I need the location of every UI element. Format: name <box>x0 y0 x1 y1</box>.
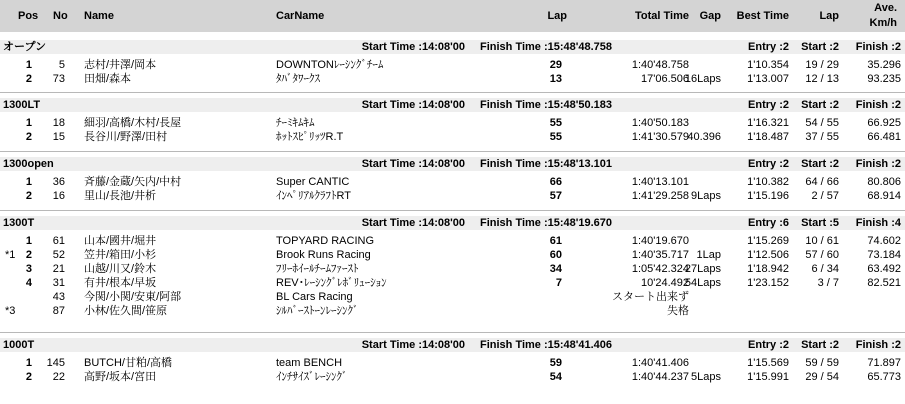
section-divider <box>0 210 905 211</box>
class-entry-count: Entry :6 <box>748 217 789 229</box>
car-number: 52 <box>52 249 65 261</box>
class-header-row <box>0 157 905 171</box>
position <box>20 304 32 318</box>
result-row <box>0 276 905 290</box>
driver-names: 高野/坂本/宮田 <box>84 371 157 383</box>
driver-names: 田畑/森本 <box>84 73 132 85</box>
best-lap: 37 / 55 <box>805 131 839 143</box>
section-divider <box>0 92 905 93</box>
car-number: 22 <box>52 371 65 383</box>
result-row <box>0 72 905 86</box>
result-row <box>0 116 905 130</box>
car-name: ﾌﾘｰﾎｲｰﾙﾁｰﾑﾌｧｰｽﾄ <box>276 263 359 275</box>
class-finish-time: Finish Time :15:48'48.758 <box>480 41 613 53</box>
header-total-time: Total Time <box>635 10 689 22</box>
total-time: 10'24.492 <box>641 277 689 289</box>
result-row <box>0 130 905 144</box>
total-time: 1:40'13.101 <box>631 176 689 188</box>
driver-names: 小林/佐久間/笹原 <box>84 305 168 317</box>
laps: 57 <box>549 190 562 202</box>
best-time: 1'12.506 <box>747 249 789 261</box>
average-speed: 65.773 <box>867 371 901 383</box>
class-header-row <box>0 40 905 54</box>
class-start-count: Start :2 <box>801 158 839 170</box>
result-row <box>0 58 905 72</box>
car-name: TOPYARD RACING <box>276 235 374 247</box>
average-speed: 35.296 <box>867 59 901 71</box>
best-time: 1'23.152 <box>747 277 789 289</box>
class-name: 1300LT <box>3 99 41 111</box>
car-name: REV･ﾚｰｼﾝｸﾞﾚﾎﾞﾘｭｰｼｮﾝ <box>276 277 387 289</box>
header-best-time: Best Time <box>736 10 789 22</box>
gap: 16Laps <box>684 73 721 85</box>
class-finish-count: Finish :2 <box>855 99 901 111</box>
class-finish-time: Finish Time :15:48'19.670 <box>480 217 613 229</box>
average-speed: 82.521 <box>867 277 901 289</box>
header-ave-line2: Km/h <box>869 17 897 29</box>
gap: 9Laps <box>691 190 721 202</box>
class-name: オープン <box>3 41 47 53</box>
average-speed <box>840 304 901 318</box>
laps <box>520 290 562 304</box>
class-name: 1300open <box>3 158 54 170</box>
driver-names: 斉藤/金蔵/矢内/中村 <box>84 176 182 188</box>
best-lap: 64 / 66 <box>805 176 839 188</box>
header-carname: CarName <box>276 10 325 22</box>
position: 1 <box>25 176 32 188</box>
laps: 54 <box>549 371 562 383</box>
class-entry-count: Entry :2 <box>748 339 789 351</box>
result-row <box>0 356 905 370</box>
car-number: 15 <box>52 131 65 143</box>
class-name: 1000T <box>3 339 35 351</box>
driver-names: 山本/國井/堀井 <box>84 235 157 247</box>
total-time: 1:05'42.324 <box>631 263 689 275</box>
laps: 29 <box>549 59 562 71</box>
laps <box>520 304 562 318</box>
class-entry-count: Entry :2 <box>748 99 789 111</box>
average-speed: 66.925 <box>867 117 901 129</box>
class-header-row <box>0 216 905 230</box>
gap <box>660 356 721 370</box>
total-time: 17'06.506 <box>641 73 689 85</box>
average-speed: 93.235 <box>867 73 901 85</box>
car-name: ｲﾝﾁｻｲｽﾞﾚｰｼﾝｸﾞ <box>276 371 348 383</box>
result-row <box>0 234 905 248</box>
position: 3 <box>25 263 32 275</box>
class-start-time: Start Time :14:08'00 <box>361 41 465 53</box>
car-name: DOWNTONﾚｰｼﾝｸﾞﾁｰﾑ <box>276 59 384 71</box>
driver-names: 細羽/高橋/木村/長屋 <box>84 117 182 129</box>
car-number: 18 <box>52 117 65 129</box>
class-header-row <box>0 98 905 112</box>
laps: 59 <box>549 357 562 369</box>
class-finish-time: Finish Time :15:48'50.183 <box>480 99 613 111</box>
total-time: 1:40'44.237 <box>631 371 689 383</box>
car-name: Brook Runs Racing <box>276 249 371 261</box>
class-start-count: Start :2 <box>801 99 839 111</box>
best-lap: 29 / 54 <box>805 371 839 383</box>
average-speed: 73.184 <box>867 249 901 261</box>
best-lap <box>790 290 839 304</box>
header-gap: Gap <box>699 10 721 22</box>
laps: 7 <box>555 277 562 289</box>
gap <box>660 234 721 248</box>
car-name: Super CANTIC <box>276 176 350 188</box>
driver-names: 志村/井澤/岡本 <box>84 59 157 71</box>
best-time <box>720 304 789 318</box>
class-finish-count: Finish :2 <box>855 41 901 53</box>
best-time: 1'15.269 <box>747 235 789 247</box>
car-name: ｲﾝﾍﾟﾘｱﾙｸﾗﾌﾄRT <box>276 190 351 202</box>
position: 2 <box>25 249 32 261</box>
car-number: 16 <box>52 190 65 202</box>
header-pos: Pos <box>18 10 39 22</box>
laps: 55 <box>549 131 562 143</box>
best-lap: 6 / 34 <box>811 263 839 275</box>
total-time: 失格 <box>667 305 689 317</box>
position: 1 <box>25 59 32 71</box>
car-number: 61 <box>52 235 65 247</box>
class-header-row <box>0 338 905 352</box>
class-name: 1300T <box>3 217 35 229</box>
car-number: 5 <box>58 59 65 71</box>
best-time: 1'18.487 <box>747 131 789 143</box>
driver-names: 有井/根本/早坂 <box>84 277 157 289</box>
best-lap: 10 / 61 <box>805 235 839 247</box>
gap: 1Lap <box>696 249 721 261</box>
header-ave-line1: Ave. <box>874 2 897 14</box>
total-time: スタート出来ず <box>612 291 689 303</box>
class-start-time: Start Time :14:08'00 <box>361 99 465 111</box>
laps: 55 <box>549 117 562 129</box>
laps: 60 <box>549 249 562 261</box>
driver-names: 山越/川又/鈴木 <box>84 263 157 275</box>
car-number: 87 <box>52 305 65 317</box>
laps: 13 <box>549 73 562 85</box>
car-name: team BENCH <box>276 357 343 369</box>
car-number: 73 <box>52 73 65 85</box>
car-name: ﾁｰﾐｷﾑｷﾑ <box>276 117 315 129</box>
penalty-mark: *3 <box>5 305 16 317</box>
penalty-mark: *1 <box>5 249 16 261</box>
driver-names: 今関/小関/安東/阿部 <box>84 291 182 303</box>
class-finish-count: Finish :2 <box>855 158 901 170</box>
total-time: 1:40'35.717 <box>631 249 689 261</box>
best-lap: 2 / 57 <box>811 190 839 202</box>
class-start-time: Start Time :14:08'00 <box>361 339 465 351</box>
position: 2 <box>25 73 32 85</box>
car-number: 43 <box>52 291 65 303</box>
best-lap: 57 / 60 <box>805 249 839 261</box>
car-name: BL Cars Racing <box>276 291 353 303</box>
class-finish-count: Finish :2 <box>855 339 901 351</box>
class-start-count: Start :5 <box>801 217 839 229</box>
position: 1 <box>25 235 32 247</box>
total-time: 1:40'48.758 <box>631 59 689 71</box>
position: 1 <box>25 117 32 129</box>
position: 4 <box>25 277 32 289</box>
gap <box>660 116 721 130</box>
driver-names: 里山/長池/井析 <box>84 190 157 202</box>
gap <box>660 58 721 72</box>
class-start-time: Start Time :14:08'00 <box>361 158 465 170</box>
header-lap: Lap <box>547 10 567 22</box>
best-time: 1'16.321 <box>747 117 789 129</box>
class-entry-count: Entry :2 <box>748 158 789 170</box>
best-time: 1'15.569 <box>747 357 789 369</box>
header-best-lap: Lap <box>819 10 839 22</box>
result-row <box>0 370 905 384</box>
class-finish-time: Finish Time :15:48'13.101 <box>480 158 613 170</box>
total-time: 1:40'50.183 <box>631 117 689 129</box>
driver-names: 笠井/箱田/小杉 <box>84 249 157 261</box>
header-average <box>840 0 897 33</box>
header-no: No <box>53 10 68 22</box>
best-time: 1'13.007 <box>747 73 789 85</box>
car-name: ﾎｯﾄｽﾋﾟﾘｯﾂR.T <box>276 131 344 143</box>
gap: 40.396 <box>687 131 721 143</box>
class-entry-count: Entry :2 <box>748 41 789 53</box>
car-number: 36 <box>52 176 65 188</box>
average-speed: 68.914 <box>867 190 901 202</box>
gap: 27Laps <box>684 263 721 275</box>
average-speed: 74.602 <box>867 235 901 247</box>
car-number: 21 <box>52 263 65 275</box>
result-row <box>0 248 905 262</box>
car-number: 145 <box>46 357 65 369</box>
gap <box>660 304 721 318</box>
car-name: ﾀﾊﾞﾀﾜｰｸｽ <box>276 73 320 85</box>
position: 1 <box>25 357 32 369</box>
driver-names: 長谷川/野澤/田村 <box>84 131 168 143</box>
total-time: 1:40'19.670 <box>631 235 689 247</box>
total-time: 1:41'29.258 <box>631 190 689 202</box>
best-time <box>720 290 789 304</box>
section-divider <box>0 151 905 152</box>
best-time: 1'10.382 <box>747 176 789 188</box>
best-time: 1'10.354 <box>747 59 789 71</box>
best-lap: 12 / 13 <box>805 73 839 85</box>
class-start-count: Start :2 <box>801 41 839 53</box>
position: 2 <box>25 371 32 383</box>
position: 2 <box>25 131 32 143</box>
average-speed: 66.481 <box>867 131 901 143</box>
average-speed: 63.492 <box>867 263 901 275</box>
class-finish-time: Finish Time :15:48'41.406 <box>480 339 613 351</box>
best-lap <box>790 304 839 318</box>
result-row <box>0 304 905 318</box>
gap <box>660 290 721 304</box>
position: 2 <box>25 190 32 202</box>
gap <box>660 175 721 189</box>
best-lap: 19 / 29 <box>805 59 839 71</box>
laps: 34 <box>549 263 562 275</box>
average-speed: 80.806 <box>867 176 901 188</box>
car-number: 31 <box>52 277 65 289</box>
table-header <box>0 0 905 32</box>
result-row <box>0 189 905 203</box>
best-time: 1'15.991 <box>747 371 789 383</box>
result-row <box>0 290 905 304</box>
class-start-time: Start Time :14:08'00 <box>361 217 465 229</box>
class-start-count: Start :2 <box>801 339 839 351</box>
class-finish-count: Finish :4 <box>855 217 901 229</box>
total-time: 1:40'41.406 <box>631 357 689 369</box>
laps: 61 <box>549 235 562 247</box>
best-lap: 54 / 55 <box>805 117 839 129</box>
average-speed <box>840 290 901 304</box>
gap: 54Laps <box>684 277 721 289</box>
position <box>20 290 32 304</box>
section-divider <box>0 332 905 333</box>
best-lap: 3 / 7 <box>817 277 839 289</box>
average-speed: 71.897 <box>867 357 901 369</box>
gap: 5Laps <box>691 371 721 383</box>
car-name: ｼﾙﾊﾞｰｽﾄｰﾝﾚｰｼﾝｸﾞ <box>276 305 359 317</box>
best-time: 1'18.942 <box>747 263 789 275</box>
total-time: 1:41'30.579 <box>631 131 689 143</box>
header-name: Name <box>84 10 114 22</box>
laps: 66 <box>549 176 562 188</box>
best-time: 1'15.196 <box>747 190 789 202</box>
result-row <box>0 175 905 189</box>
best-lap: 59 / 59 <box>805 357 839 369</box>
driver-names: BUTCH/甘粕/高橋 <box>84 357 172 369</box>
result-row <box>0 262 905 276</box>
